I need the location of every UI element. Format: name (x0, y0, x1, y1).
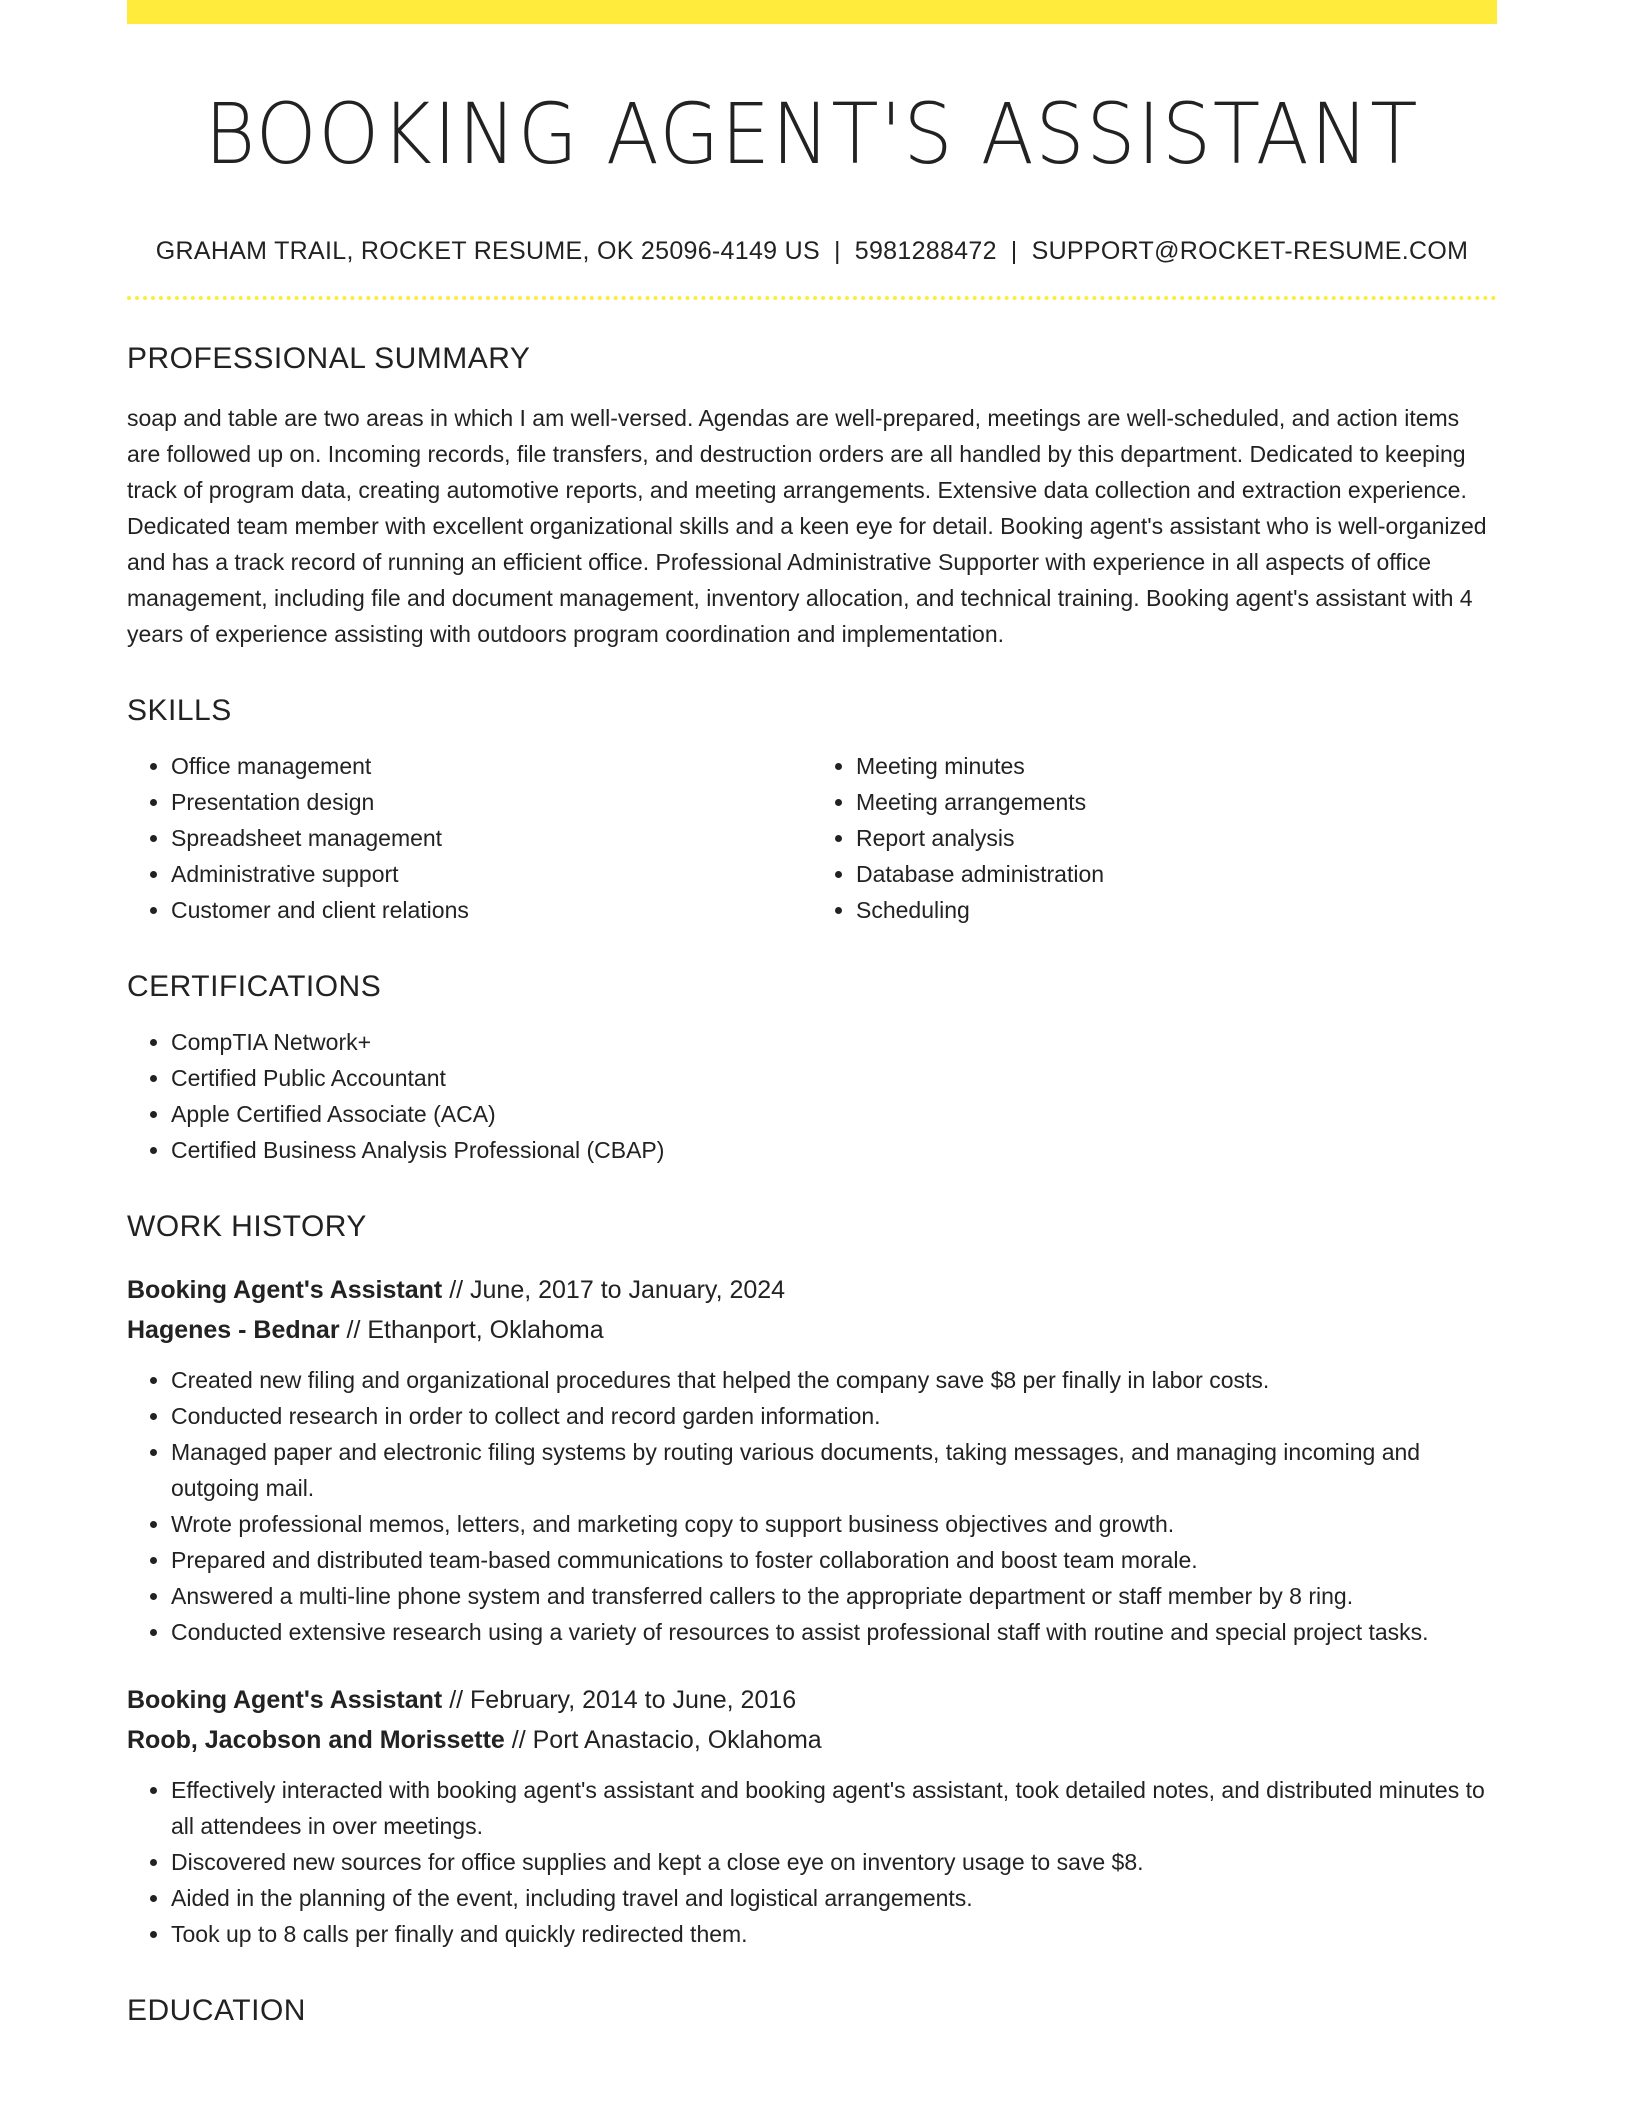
job-bullet: • Effectively interacted with booking agent's assistant and booking agent's assistant, took detailed notes, and distributed minutes to all attendees in over meetings. (171, 1772, 1497, 1844)
certification-item: • Certified Business Analysis Professional (CBAP) (171, 1132, 1497, 1168)
skill-item: • Scheduling (856, 892, 1452, 928)
job-role-line (127, 1270, 1497, 1310)
skills-list-right (812, 748, 1452, 928)
skill-item: • Office management (171, 748, 767, 784)
contact-phone: 5981288472 (854, 236, 997, 265)
job-bullet: • Took up to 8 calls per finally and quickly redirected them. (171, 1916, 1497, 1952)
job-location: // Ethanport, Oklahoma (346, 1315, 604, 1344)
job-company: Hagenes - Bednar (127, 1315, 340, 1344)
contact-address: GRAHAM TRAIL, ROCKET RESUME, OK 25096-4149 US (155, 236, 820, 265)
section-title-education: EDUCATION (127, 1993, 306, 2027)
contact-separator: | (833, 236, 841, 265)
job-bullet: • Discovered new sources for office supplies and kept a close eye on inventory usage to save $8. (171, 1844, 1497, 1880)
section-title-summary: PROFESSIONAL SUMMARY (127, 341, 531, 375)
job-bullet: • Answered a multi-line phone system and transferred callers to the appropriate department or staff member by 8 ring. (171, 1578, 1497, 1614)
top-accent-bar (127, 0, 1497, 24)
contact-line (127, 237, 1497, 266)
job-bullet: • Prepared and distributed team-based communications to foster collaboration and boost team morale. (171, 1542, 1497, 1578)
certification-item: • Apple Certified Associate (ACA) (171, 1096, 1497, 1132)
resume-page (127, 0, 1497, 2028)
job-company-line (127, 1310, 1497, 1350)
job-entry (127, 1270, 1497, 1650)
job-role: Booking Agent's Assistant (127, 1685, 443, 1714)
section-title-skills: SKILLS (127, 693, 232, 727)
job-role: Booking Agent's Assistant (127, 1275, 443, 1304)
job-bullet: • Created new filing and organizational procedures that helped the company save $8 per finally in labor costs. (171, 1362, 1497, 1398)
job-bullets (127, 1362, 1497, 1650)
skill-item: • Presentation design (171, 784, 767, 820)
contact-email: SUPPORT@ROCKET-RESUME.COM (1031, 236, 1469, 265)
job-location: // Port Anastacio, Oklahoma (511, 1725, 822, 1754)
dotted-divider (127, 296, 1497, 300)
job-bullet: • Managed paper and electronic filing systems by routing various documents, taking messages, and managing incoming and outgoing mail. (171, 1434, 1497, 1506)
skill-item: • Meeting arrangements (856, 784, 1452, 820)
skill-item: • Customer and client relations (171, 892, 767, 928)
skill-item: • Meeting minutes (856, 748, 1452, 784)
job-bullets (127, 1772, 1497, 1952)
skill-item: • Administrative support (171, 856, 767, 892)
job-company: Roob, Jacobson and Morissette (127, 1725, 505, 1754)
resume-name-title: BOOKING AGENT'S ASSISTANT (204, 85, 1420, 183)
job-dates: // June, 2017 to January, 2024 (449, 1275, 786, 1304)
skill-item: • Database administration (856, 856, 1452, 892)
contact-separator: | (1010, 236, 1018, 265)
section-title-work-history: WORK HISTORY (127, 1209, 367, 1243)
job-entry (127, 1680, 1497, 1952)
job-bullet: • Conducted research in order to collect and record garden information. (171, 1398, 1497, 1434)
certification-item: • Certified Public Accountant (171, 1060, 1497, 1096)
skills-list-left (127, 748, 767, 928)
skill-item: • Spreadsheet management (171, 820, 767, 856)
job-bullet: • Conducted extensive research using a variety of resources to assist professional staff with routine and special project tasks. (171, 1614, 1497, 1650)
job-bullet: • Aided in the planning of the event, including travel and logistical arrangements. (171, 1880, 1497, 1916)
skill-item: • Report analysis (856, 820, 1452, 856)
summary-text: soap and table are two areas in which I am well-versed. Agendas are well-prepared, meetings are well-scheduled, and action items are followed up on. Incoming records, file transfers, and destruction orders are all handled by this department. Dedicated to keeping track of program data, creating automotive reports, and meeting arrangements. Extensive data collection and extraction experience. Dedicated team member with excellent organizational skills and a keen eye for detail. Booking agent's assistant who is well-organized and has a track record of running an efficient office. Professional Administrative Supporter with experience in all aspects of office management, including file and document management, inventory allocation, and technical training. Booking agent's assistant with 4 years of experience assisting with outdoors program coordination and implementation. (127, 404, 1487, 647)
certification-item: • CompTIA Network+ (171, 1024, 1497, 1060)
job-company-line (127, 1720, 1497, 1760)
job-dates: // February, 2014 to June, 2016 (449, 1685, 797, 1714)
job-role-line (127, 1680, 1497, 1720)
skills-grid (127, 728, 1497, 928)
section-title-certifications: CERTIFICATIONS (127, 969, 382, 1003)
job-bullet: • Wrote professional memos, letters, and marketing copy to support business objectives and growth. (171, 1506, 1497, 1542)
certifications-list (127, 1024, 1497, 1168)
